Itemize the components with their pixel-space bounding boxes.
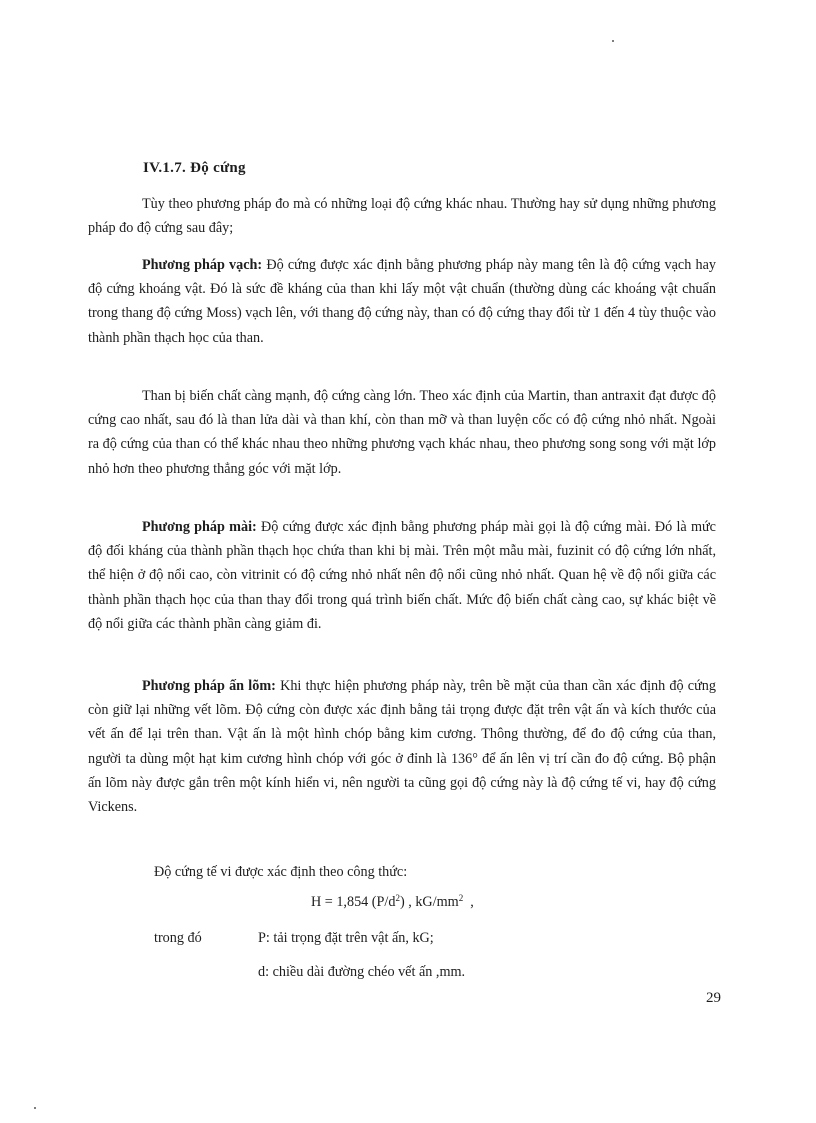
section-heading: IV.1.7. Độ cứng [143,160,246,176]
intro-paragraph: Tùy theo phương pháp đo mà có những loại độ cứng khác nhau. Thường hay sử dụng những phương pháp đo độ cứng sau đây; [88,196,716,237]
scan-speck [612,40,614,42]
formula-tail: ) , kG/mm [399,894,459,910]
formula-end: , [463,894,474,910]
indentation-method-title: Phương pháp ấn lõm: [142,678,276,694]
scratch-method-paragraph [88,253,716,350]
hardness-formula [311,893,474,911]
formula-intro: Độ cứng tế vi được xác định theo công thức: [154,864,408,880]
where-p-definition: P: tải trọng đặt trên vật ấn, kG; [258,930,434,946]
metamorphism-paragraph: Than bị biến chất càng mạnh, độ cứng càng lớn. Theo xác định của Martin, than antraxit đạt được độ cứng cao nhất, sau đó là than lửa dài và than khí, còn than mỡ và than luyện cốc có độ cứng nhỏ nhất. Ngoài ra độ cứng của than có thể khác nhau theo những phương vạch khác nhau, theo phương song song với mặt lớp nhỏ hơn theo phương thẳng góc với mặt lớp. [88,388,716,477]
scratch-method-title: Phương pháp vạch: [142,257,263,273]
scratch-method-body: Độ cứng được xác định bằng phương pháp này mang tên là độ cứng vạch hay độ cứng khoáng vật. Đó là sức đề kháng của than khi lấy một vật chuẩn (thường dùng các khoáng vật chuẩn trong thang độ cứng Moss) vạch lên, với thang độ cứng này, than có độ cứng thay đổi từ 1 đến 4 tùy thuộc vào thành phần thạch học của than. [88,257,716,346]
indentation-method-paragraph [88,674,716,819]
formula-main: H = 1,854 (P/d [311,894,396,910]
formula-unit-exponent: 2 [458,893,464,903]
where-d-definition: d: chiều dài đường chéo vết ấn ,mm. [258,964,466,980]
where-label: trong đó [154,930,202,946]
indentation-method-body: Khi thực hiện phương pháp này, trên bề mặt của than cần xác định độ cứng còn giữ lại những vết lõm. Độ cứng còn được xác định bằng tải trọng được đặt trên vật ấn và kích thước của vết ấn để lại trên than. Vật ấn là một hình chóp bằng kim cương. Thông thường, để đo độ cứng của than, người ta dùng một hạt kim cương hình chóp với góc ở đỉnh là 136° để ấn lên vị trí cần đo độ cứng. Bộ phận ấn lõm này được gắn trên một kính hiển vi, nên người ta cũng gọi độ cứng này là độ cứng tế vi, hay độ cứng Vickens. [88,678,716,816]
grinding-method-paragraph [88,515,716,636]
scan-speck [34,1107,36,1109]
grinding-method-body: Độ cứng được xác định bằng phương pháp mài gọi là độ cứng mài. Đó là mức độ đối kháng của thành phần thạch học chứa than khi bị mài. Trên một mẫu mài, fuzinit có độ cứng lớn nhất, thể hiện ở độ nổi cao, còn vitrinit có độ cứng nhỏ nhất nên độ nổi cũng nhỏ nhất. Quan hệ về độ nổi giữa các thành phần thạch học của than thay đổi trong quá trình biến chất. Mức độ biến chất càng cao, sự khác biệt về độ nổi giữa các thành phần càng giảm đi. [88,519,716,632]
formula-exponent: 2 [395,893,400,903]
grinding-method-title: Phương pháp mài: [142,519,257,535]
page-number: 29 [706,990,721,1006]
